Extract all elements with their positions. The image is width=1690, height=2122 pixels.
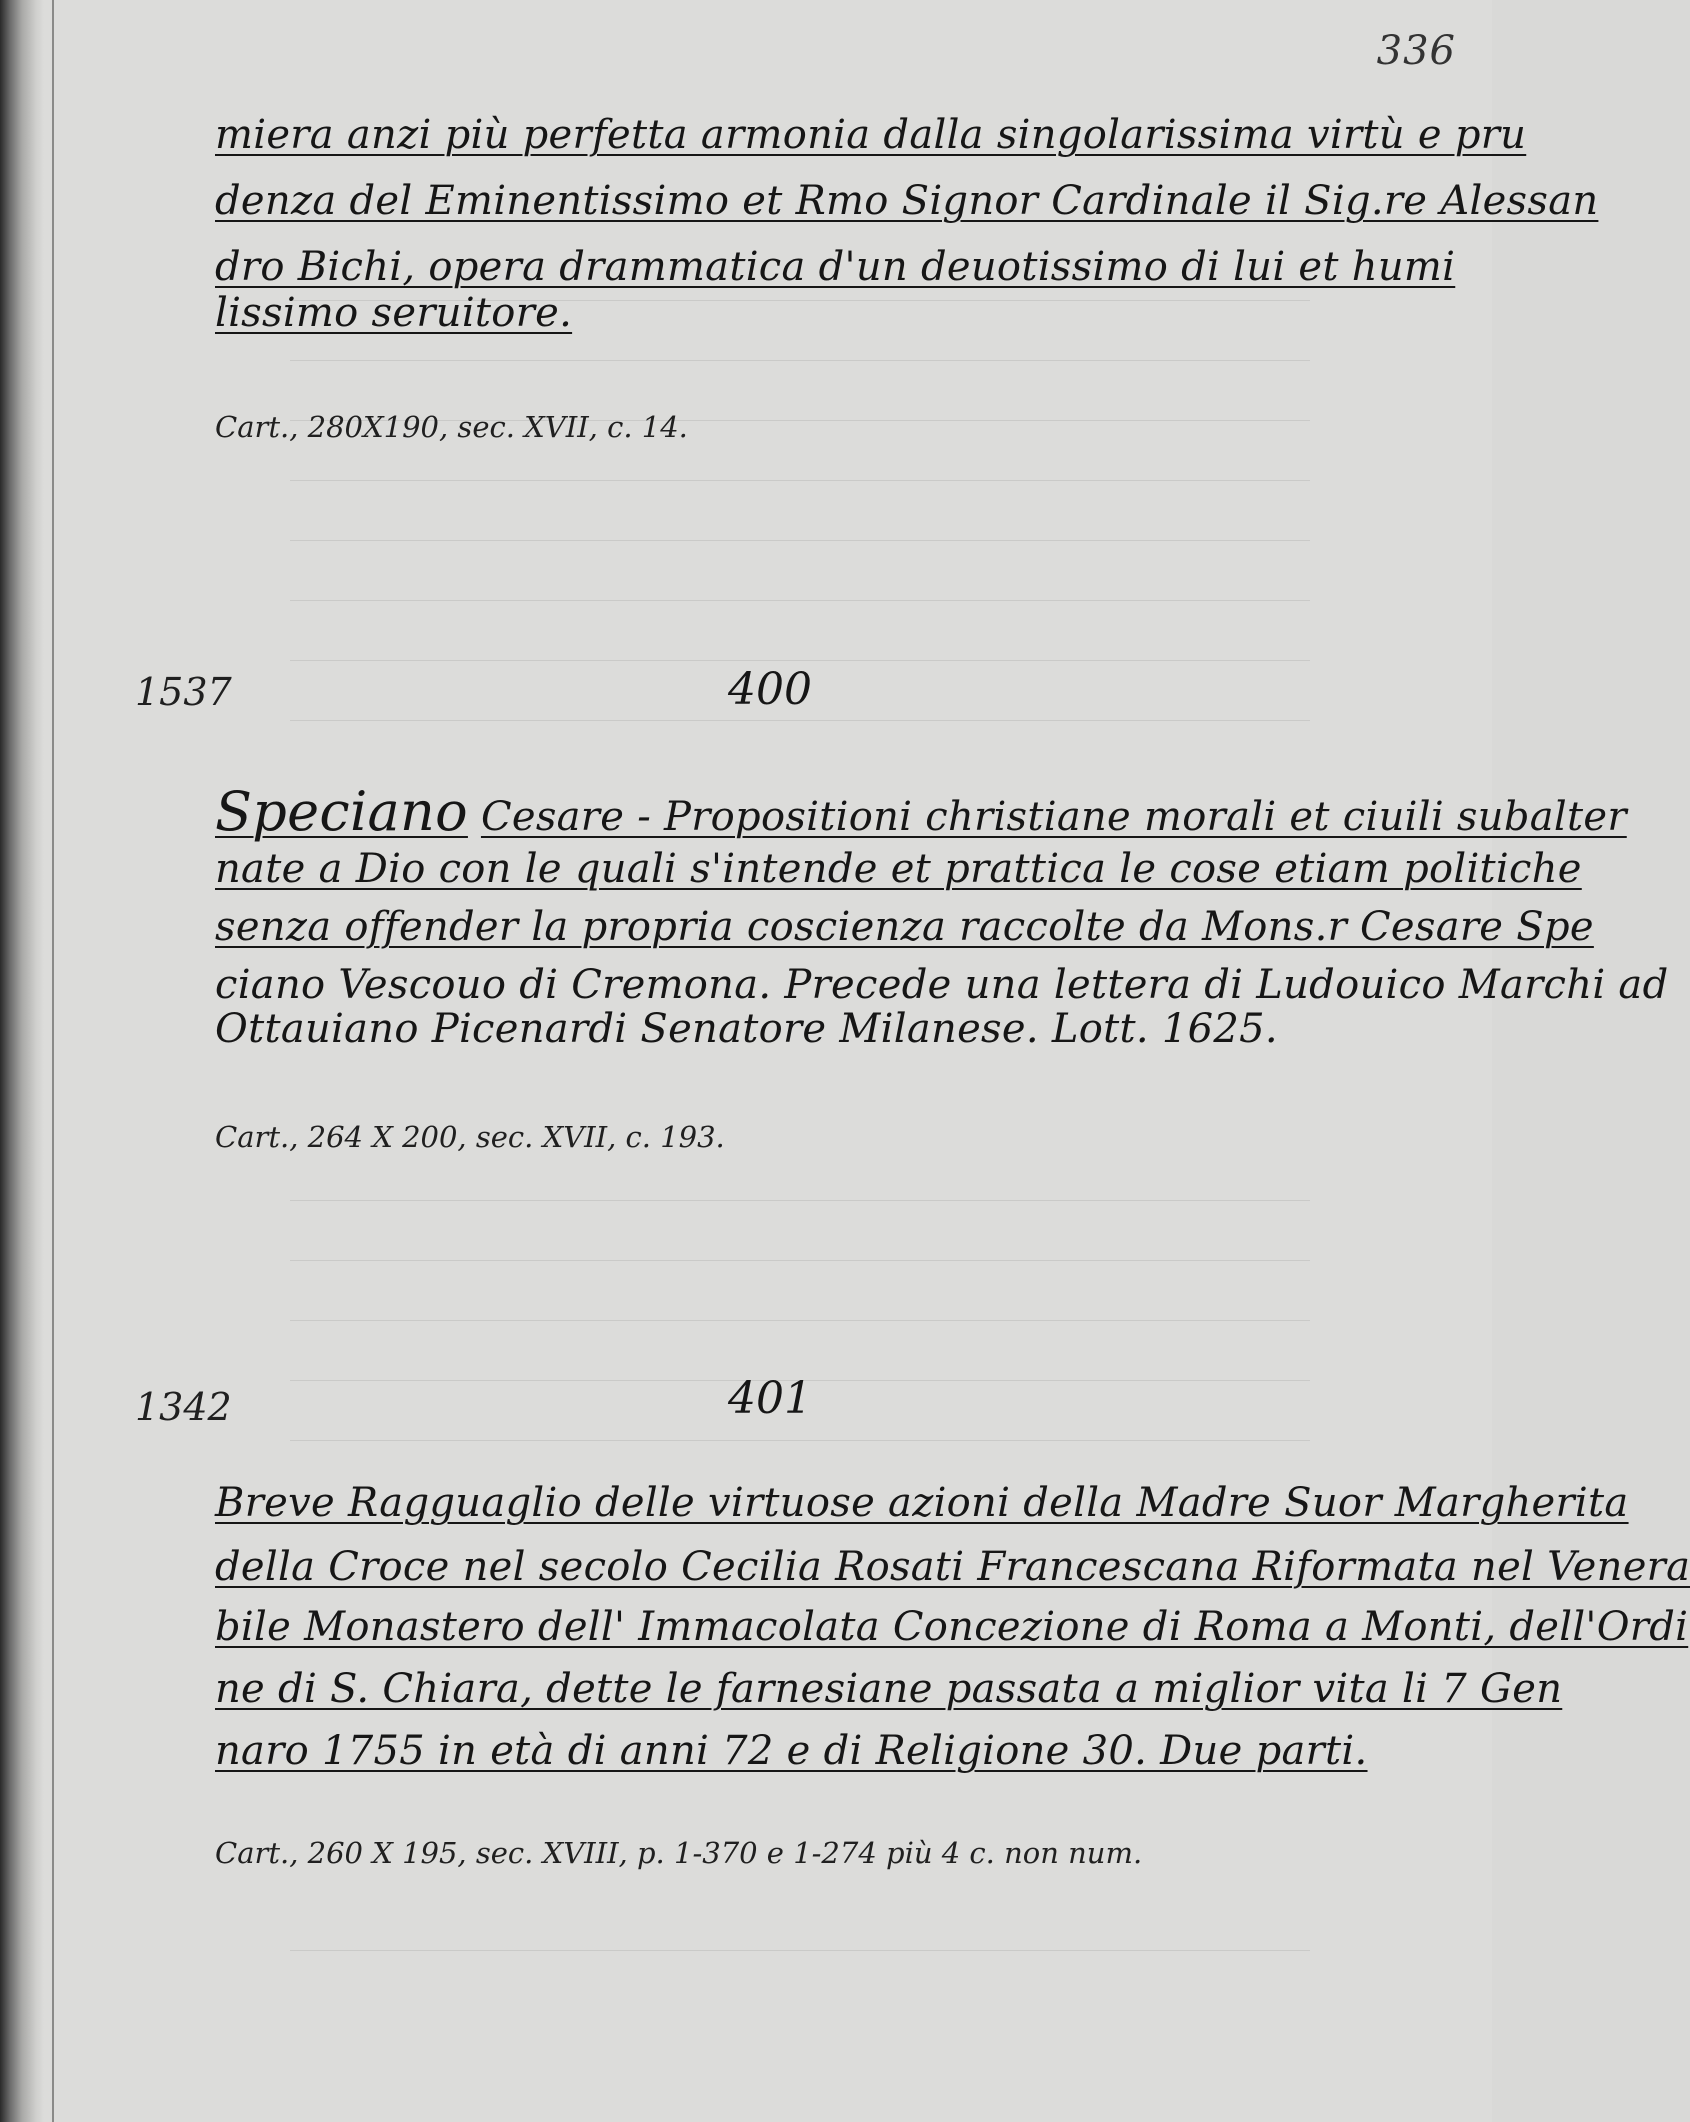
- entry-number: 401: [728, 1373, 812, 1424]
- bleed-through-line: [290, 720, 1310, 735]
- folio-number: 336: [1376, 28, 1456, 74]
- entry-text-line: ciano Vescouo di Cremona. Precede una lettera di Ludouico Marchi ad: [215, 962, 1669, 1008]
- entry-text-line: nate a Dio con le quali s'intende et prattica le cose etiam politiche: [215, 846, 1582, 892]
- bleed-through-line: [290, 1200, 1310, 1215]
- bleed-through-line: [290, 360, 1310, 375]
- bleed-through-line: [290, 1440, 1310, 1455]
- entry-text-line: Ottauiano Picenardi Senatore Milanese. Lott. 1625.: [215, 1006, 1278, 1052]
- shelf-mark: 1537: [135, 670, 232, 714]
- bleed-through-line: [290, 480, 1310, 495]
- bleed-through-line: [290, 600, 1310, 615]
- entry-author: Speciano: [215, 780, 468, 843]
- bleed-through-line: [290, 1260, 1310, 1275]
- catalogue-description: Cart., 280X190, sec. XVII, c. 14.: [215, 410, 688, 444]
- intro-line: dro Bichi, opera drammatica d'un deuotissimo di lui et humi: [215, 244, 1456, 290]
- entry-text-line: senza offender la propria coscienza raccolte da Mons.r Cesare Spe: [215, 904, 1594, 950]
- entry-text-line: della Croce nel secolo Cecilia Rosati Francescana Riformata nel Venera: [215, 1544, 1690, 1590]
- bleed-through-line: [290, 1950, 1310, 1965]
- entry-number: 400: [728, 664, 812, 715]
- bleed-through-line: [290, 540, 1310, 555]
- intro-line: denza del Eminentissimo et Rmo Signor Cardinale il Sig.re Alessan: [215, 178, 1599, 224]
- entry-text-line: Breve Ragguaglio delle virtuose azioni della Madre Suor Margherita: [215, 1480, 1629, 1526]
- entry-text-line: ne di S. Chiara, dette le farnesiane passata a miglior vita li 7 Gen: [215, 1666, 1563, 1712]
- catalogue-description: Cart., 264 X 200, sec. XVII, c. 193.: [215, 1120, 725, 1154]
- intro-line: miera anzi più perfetta armonia dalla singolarissima virtù e pru: [215, 112, 1527, 158]
- entry-text-line: bile Monastero dell' Immacolata Concezione di Roma a Monti, dell'Ordi: [215, 1604, 1689, 1650]
- entry-title-start: Cesare - Propositioni christiane morali et ciuili subalter: [480, 794, 1627, 840]
- entry-text-line: naro 1755 in età di anni 72 e di Religione 30. Due parti.: [215, 1728, 1368, 1774]
- shelf-mark: 1342: [135, 1385, 232, 1429]
- intro-line: lissimo seruitore.: [215, 290, 573, 336]
- binding-edge: [0, 0, 44, 2122]
- catalogue-description: Cart., 260 X 195, sec. XVIII, p. 1-370 e 1-274 più 4 c. non num.: [215, 1836, 1143, 1870]
- binding-rule: [52, 0, 54, 2122]
- bleed-through-line: [290, 1320, 1310, 1335]
- entry-text-line: [215, 780, 1627, 843]
